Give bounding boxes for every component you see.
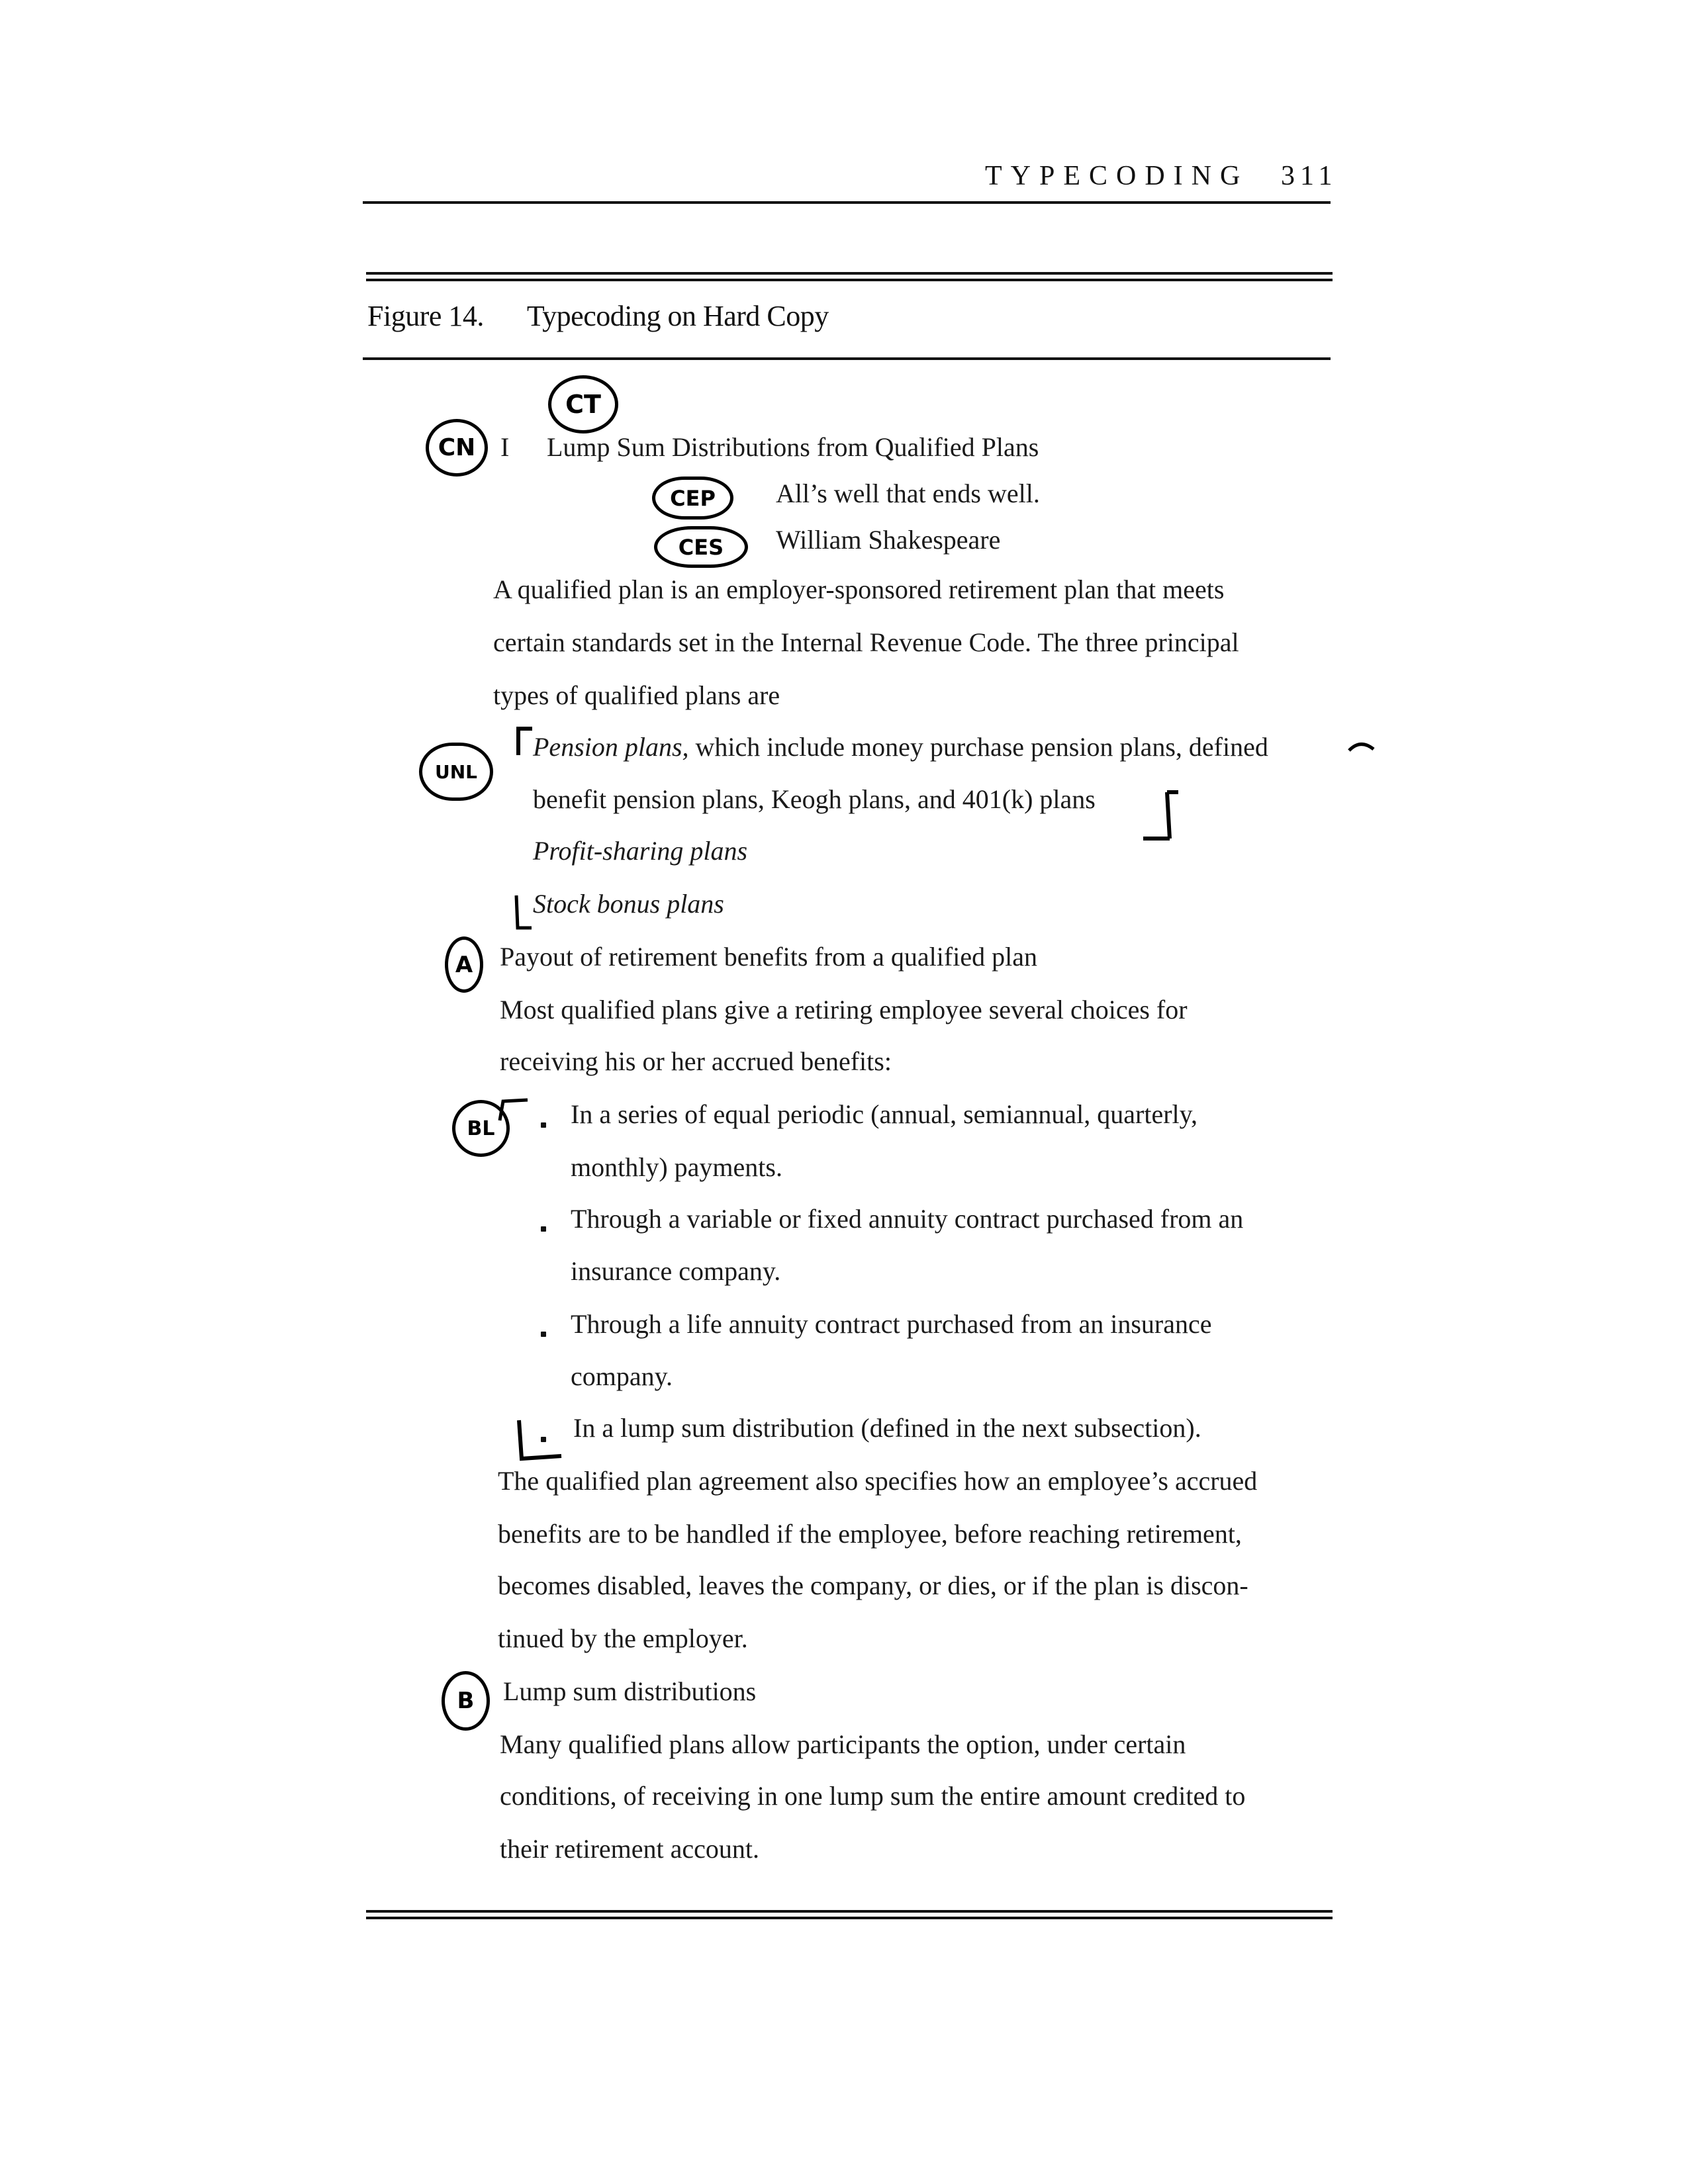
running-head: TYPECODING: [985, 161, 1249, 191]
bullet-4-icon: [541, 1437, 546, 1442]
bullet-1-line-1: In a series of equal periodic (annual, semiannual, quarterly,: [571, 1099, 1198, 1129]
paragraph-2-line-1: Most qualified plans give a retiring employee several choices for: [500, 995, 1188, 1024]
code-mark-chapter-title: CT: [548, 375, 618, 433]
caret-insert-mark-icon: [1347, 740, 1376, 754]
bullet-4-line-1: In a lump sum distribution (defined in the next subsection).: [573, 1413, 1201, 1443]
bullet-2-line-2: insurance company.: [571, 1256, 781, 1286]
code-mark-bulleted-list: BL: [452, 1100, 510, 1157]
paragraph-3-line-4: tinued by the employer.: [498, 1623, 748, 1653]
list-start-bracket-icon: [515, 725, 535, 758]
unnumbered-list-item-1-cont: benefit pension plans, Keogh plans, and 401(k) plans: [533, 784, 1096, 814]
paragraph-1-line-3: types of qualified plans are: [493, 680, 780, 710]
head-b: Lump sum distributions: [503, 1676, 757, 1706]
bullet-2-icon: [541, 1226, 546, 1232]
code-mark-head-b: B: [442, 1671, 490, 1731]
header-rule: [363, 201, 1331, 204]
paragraph-4-line-1: Many qualified plans allow participants the option, under certain: [500, 1729, 1186, 1759]
bullet-3-icon: [541, 1332, 546, 1337]
bullet-3-line-1: Through a life annuity contract purchased from an insurance: [571, 1309, 1212, 1339]
paragraph-2-line-2: receiving his or her accrued benefits:: [500, 1046, 892, 1076]
chapter-title: Lump Sum Distributions from Qualified Plans: [547, 432, 1039, 462]
paragraph-1-line-1: A qualified plan is an employer-sponsored retirement plan that meets: [493, 574, 1225, 604]
paragraph-3-line-3: becomes disabled, leaves the company, or dies, or if the plan is discon-: [498, 1570, 1248, 1600]
bullet-3-line-2: company.: [571, 1361, 673, 1391]
code-mark-epigraph: CEP: [652, 477, 733, 520]
figure-bottom-rule-2: [366, 1917, 1333, 1919]
code-mark-unnumbered-list: UNL: [419, 743, 493, 801]
figure-caption-rule: [363, 357, 1331, 360]
paragraph-3-line-1: The qualified plan agreement also specifies how an employee’s accrued: [498, 1466, 1258, 1496]
paragraph-4-line-2: conditions, of receiving in one lump sum the entire amount credited to: [500, 1781, 1246, 1811]
paragraph-1-line-2: certain standards set in the Internal Revenue Code. The three principal: [493, 627, 1239, 657]
paragraph-3-line-2: benefits are to be handled if the employee, before reaching retirement,: [498, 1519, 1242, 1549]
bullet-1-line-2: monthly) payments.: [571, 1152, 782, 1182]
code-mark-epigraph-source: CES: [654, 526, 748, 568]
figure-caption: Figure 14. Typecoding on Hard Copy: [367, 300, 829, 332]
chapter-number: I: [500, 432, 510, 462]
figure-top-rule-1: [366, 272, 1333, 275]
page-number: 311: [1281, 161, 1338, 191]
epigraph-source: William Shakespeare: [776, 525, 1001, 555]
figure-top-rule-2: [366, 279, 1333, 281]
epigraph-text: All’s well that ends well.: [776, 478, 1040, 508]
head-a: Payout of retirement benefits from a qualified plan: [500, 942, 1037, 972]
list-item-1-italic: Pension plans,: [533, 732, 689, 762]
list-item-1-text: which include money purchase pension plans, defined: [688, 732, 1268, 762]
code-mark-chapter-number: CN: [426, 419, 488, 477]
figure-bottom-rule-1: [366, 1910, 1333, 1913]
list-end-bracket-icon: [1142, 789, 1182, 842]
unnumbered-list-item-1: [533, 734, 1268, 760]
unnumbered-list-item-3: Stock bonus plans: [533, 889, 724, 919]
bullet-1-icon: [541, 1122, 546, 1128]
code-mark-head-a: A: [445, 936, 483, 993]
bullet-list-start-bracket-icon: [496, 1097, 530, 1124]
bullet-2-line-1: Through a variable or fixed annuity contract purchased from an: [571, 1204, 1244, 1234]
unnumbered-list-item-2: Profit-sharing plans: [533, 836, 748, 866]
paragraph-4-line-3: their retirement account.: [500, 1834, 760, 1864]
